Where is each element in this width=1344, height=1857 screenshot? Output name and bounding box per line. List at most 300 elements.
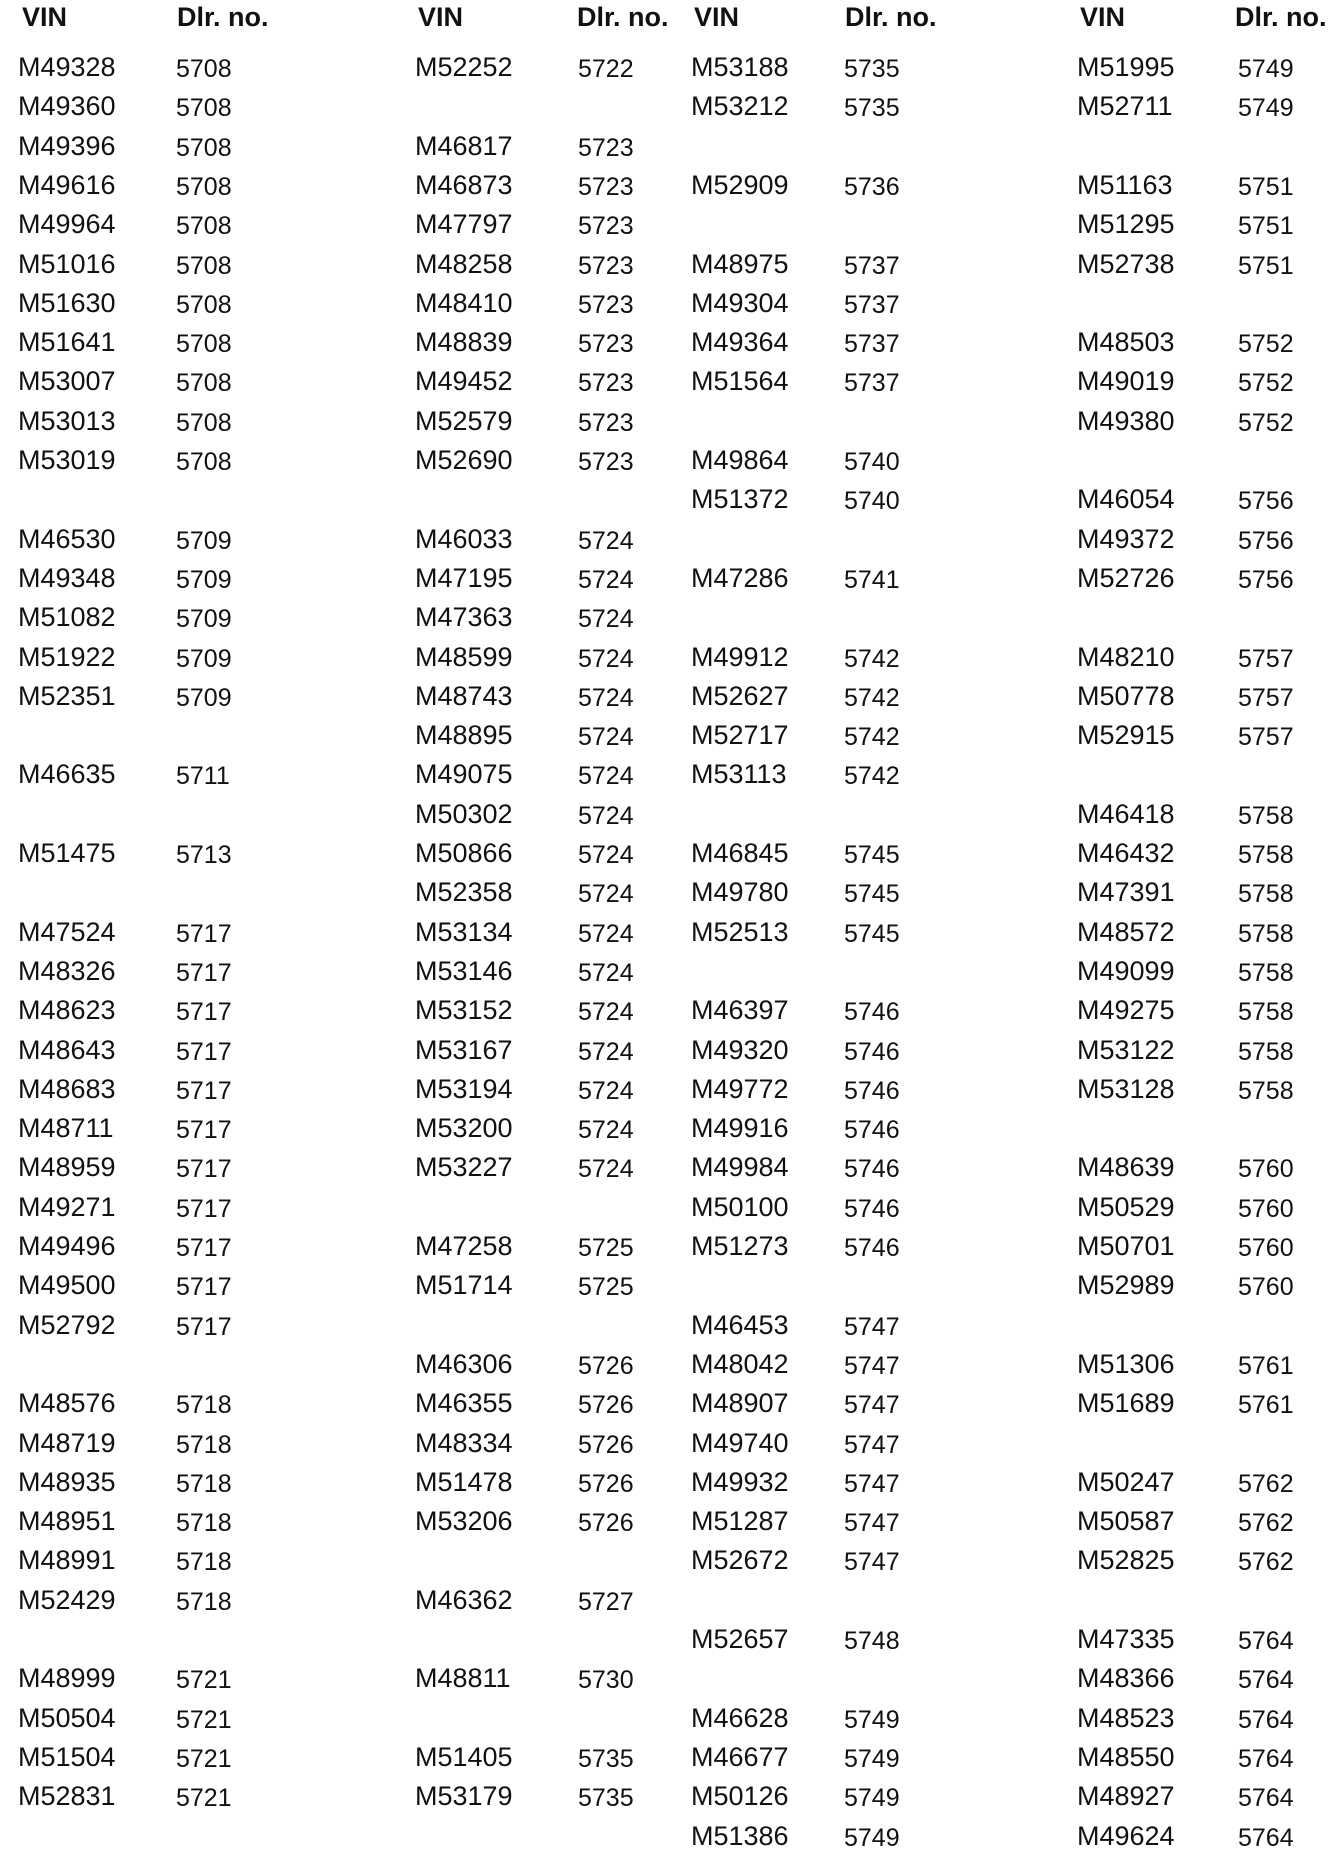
vin-cell: M51163 — [1077, 169, 1173, 200]
dealer-number-cell: 5721 — [176, 1666, 232, 1695]
vin-cell: M48572 — [1077, 916, 1175, 947]
header-dlr-no: Dlr. no. — [845, 2, 937, 32]
dealer-number-cell: 5709 — [176, 565, 232, 594]
vin-cell: M52726 — [1077, 562, 1175, 593]
vin-cell: M49019 — [1077, 366, 1175, 397]
dealer-number-cell: 5708 — [176, 212, 232, 241]
dealer-number-cell: 5742 — [844, 683, 900, 712]
dealer-number-cell: 5717 — [176, 1037, 232, 1066]
vin-cell: M49624 — [1077, 1820, 1175, 1851]
dealer-number-cell: 5726 — [578, 1351, 634, 1380]
vin-cell: M50302 — [415, 798, 513, 829]
vin-cell: M48550 — [1077, 1741, 1175, 1772]
vin-cell: M46817 — [415, 130, 513, 161]
vin-cell: M53007 — [18, 366, 116, 397]
dealer-number-cell: 5746 — [844, 1155, 900, 1184]
vin-cell: M53128 — [1077, 1073, 1175, 1104]
dealer-number-cell: 5727 — [578, 1587, 634, 1616]
vin-cell: M49772 — [691, 1073, 789, 1104]
dealer-number-cell: 5747 — [844, 1312, 900, 1341]
dealer-number-cell: 5762 — [1238, 1469, 1294, 1498]
vin-cell: M49964 — [18, 209, 116, 240]
dealer-number-cell: 5724 — [578, 919, 634, 948]
dealer-number-cell: 5737 — [844, 330, 900, 359]
dealer-number-cell: 5718 — [176, 1548, 232, 1577]
dealer-number-cell: 5723 — [578, 330, 634, 359]
vin-cell: M46635 — [18, 759, 116, 790]
dealer-number-cell: 5740 — [844, 487, 900, 516]
dealer-number-cell: 5717 — [176, 919, 232, 948]
dealer-number-cell: 5724 — [578, 841, 634, 869]
dealer-number-cell: 5752 — [1238, 330, 1294, 359]
vin-cell: M46873 — [415, 169, 513, 200]
vin-cell: M52690 — [415, 445, 513, 475]
dealer-number-cell: 5708 — [176, 94, 232, 123]
dealer-number-cell: 5723 — [578, 369, 634, 398]
header-dlr-no: Dlr. no. — [1235, 2, 1327, 32]
vin-cell: M49099 — [1077, 955, 1175, 986]
dealer-number-cell: 5718 — [176, 1430, 232, 1459]
dealer-number-cell: 5746 — [844, 1234, 900, 1262]
vin-cell: M49916 — [691, 1113, 789, 1144]
dealer-number-cell: 5764 — [1238, 1627, 1294, 1655]
dealer-number-cell: 5745 — [844, 841, 900, 869]
dealer-number-cell: 5725 — [578, 1273, 634, 1302]
dealer-number-cell: 5717 — [176, 1155, 232, 1184]
vin-cell: M51641 — [18, 327, 116, 358]
vin-cell: M52579 — [415, 405, 513, 436]
dealer-number-cell: 5717 — [176, 958, 232, 987]
dealer-number-cell: 5724 — [578, 683, 634, 712]
dealer-number-cell: 5758 — [1238, 1037, 1294, 1066]
vin-cell: M51295 — [1077, 209, 1175, 240]
vin-cell: M48643 — [18, 1034, 116, 1065]
vin-cell: M52429 — [18, 1584, 116, 1615]
dealer-number-cell: 5730 — [578, 1666, 634, 1695]
dealer-number-cell: 5718 — [176, 1509, 232, 1538]
dealer-number-cell: 5746 — [844, 1037, 900, 1066]
dealer-number-cell: 5721 — [176, 1744, 232, 1773]
dealer-number-cell: 5749 — [1238, 55, 1294, 83]
dealer-number-cell: 5721 — [176, 1784, 232, 1813]
dealer-number-cell: 5709 — [176, 526, 232, 555]
vin-cell: M53019 — [18, 445, 116, 475]
dealer-number-cell: 5764 — [1238, 1784, 1294, 1813]
dealer-number-cell: 5735 — [844, 55, 900, 83]
dealer-number-cell: 5764 — [1238, 1666, 1294, 1695]
dealer-number-cell: 5709 — [176, 605, 232, 634]
dealer-number-cell: 5761 — [1238, 1351, 1294, 1380]
vin-cell: M48927 — [1077, 1781, 1175, 1812]
dealer-number-cell: 5756 — [1238, 487, 1294, 516]
vin-cell: M47363 — [415, 602, 513, 633]
dealer-number-cell: 5723 — [578, 290, 634, 319]
vin-cell: M52627 — [691, 680, 789, 711]
dealer-number-cell: 5713 — [176, 841, 232, 869]
dealer-number-cell: 5723 — [578, 133, 634, 162]
dealer-number-cell: 5742 — [844, 644, 900, 673]
dealer-number-cell: 5757 — [1238, 644, 1294, 673]
dealer-number-cell: 5758 — [1238, 841, 1294, 869]
vin-cell: M52252 — [415, 52, 513, 82]
vin-cell: M48042 — [691, 1348, 789, 1379]
dealer-number-cell: 5718 — [176, 1391, 232, 1420]
dealer-number-cell: 5749 — [844, 1744, 900, 1773]
dealer-number-cell: 5747 — [844, 1391, 900, 1420]
vin-cell: M49780 — [691, 877, 789, 908]
dealer-number-cell: 5742 — [844, 723, 900, 752]
dealer-number-cell: 5758 — [1238, 880, 1294, 909]
vin-cell: M53188 — [691, 52, 789, 82]
vin-cell: M48719 — [18, 1427, 116, 1458]
dealer-number-cell: 5708 — [176, 369, 232, 398]
dealer-number-cell: 5726 — [578, 1391, 634, 1420]
dealer-number-cell: 5718 — [176, 1469, 232, 1498]
dealer-number-cell: 5746 — [844, 1116, 900, 1145]
dealer-number-cell: 5724 — [578, 1116, 634, 1145]
vin-cell: M48599 — [415, 641, 513, 672]
dealer-number-cell: 5725 — [578, 1234, 634, 1262]
vin-cell: M48959 — [18, 1152, 116, 1183]
dealer-number-cell: 5724 — [578, 565, 634, 594]
vin-cell: M46033 — [415, 523, 513, 554]
dealer-number-cell: 5726 — [578, 1469, 634, 1498]
vin-cell: M48811 — [415, 1663, 511, 1694]
vin-cell: M49320 — [691, 1034, 789, 1065]
dealer-number-cell: 5747 — [844, 1351, 900, 1380]
dealer-number-cell: 5724 — [578, 1076, 634, 1105]
vin-cell: M48683 — [18, 1073, 116, 1104]
vin-cell: M46306 — [415, 1348, 513, 1379]
vin-cell: M51287 — [691, 1506, 789, 1537]
vin-cell: M51082 — [18, 602, 116, 633]
dealer-number-cell: 5708 — [176, 408, 232, 437]
vin-cell: M49932 — [691, 1466, 789, 1497]
vin-cell: M51273 — [691, 1231, 789, 1261]
dealer-number-cell: 5717 — [176, 1273, 232, 1302]
dealer-number-cell: 5758 — [1238, 1076, 1294, 1105]
vin-cell: M51995 — [1077, 52, 1175, 82]
vin-cell: M48975 — [691, 248, 789, 279]
vin-cell: M50778 — [1077, 680, 1175, 711]
dealer-number-cell: 5764 — [1238, 1823, 1294, 1852]
dealer-number-cell: 5752 — [1238, 408, 1294, 437]
vin-cell: M53194 — [415, 1073, 513, 1104]
vin-cell: M47286 — [691, 562, 789, 593]
dealer-number-cell: 5718 — [176, 1587, 232, 1616]
vin-cell: M53212 — [691, 91, 789, 122]
dealer-number-cell: 5724 — [578, 1155, 634, 1184]
vin-cell: M49380 — [1077, 405, 1175, 436]
vin-cell: M48999 — [18, 1663, 116, 1694]
dealer-number-cell: 5717 — [176, 1076, 232, 1105]
dealer-number-cell: 5741 — [844, 565, 900, 594]
dealer-number-cell: 5723 — [578, 408, 634, 437]
vin-cell: M47391 — [1077, 877, 1175, 908]
dealer-number-cell: 5761 — [1238, 1391, 1294, 1420]
vin-cell: M46432 — [1077, 838, 1175, 868]
dealer-number-cell: 5717 — [176, 1312, 232, 1341]
vin-cell: M47258 — [415, 1231, 513, 1261]
dealer-number-cell: 5758 — [1238, 919, 1294, 948]
dealer-number-cell: 5757 — [1238, 683, 1294, 712]
dealer-number-cell: 5748 — [844, 1627, 900, 1655]
header-vin: VIN — [418, 2, 464, 32]
dealer-number-cell: 5708 — [176, 448, 232, 476]
vin-cell: M51386 — [691, 1820, 789, 1851]
dealer-number-cell: 5746 — [844, 1076, 900, 1105]
vin-cell: M53122 — [1077, 1034, 1175, 1065]
vin-cell: M49275 — [1077, 995, 1175, 1026]
vin-cell: M48410 — [415, 287, 513, 318]
vin-cell: M46845 — [691, 838, 789, 868]
dealer-number-cell: 5735 — [578, 1744, 634, 1773]
vin-cell: M49304 — [691, 287, 789, 318]
vin-cell: M50126 — [691, 1781, 789, 1812]
vin-cell: M49364 — [691, 327, 789, 358]
vin-cell: M52909 — [691, 169, 789, 200]
vin-cell: M46628 — [691, 1702, 789, 1733]
vin-cell: M50100 — [691, 1191, 789, 1222]
vin-cell: M48907 — [691, 1388, 789, 1419]
header-vin: VIN — [1080, 2, 1126, 32]
vin-cell: M49075 — [415, 759, 513, 790]
vin-cell: M52717 — [691, 720, 789, 751]
vin-cell: M47195 — [415, 562, 513, 593]
vin-cell: M48951 — [18, 1506, 116, 1537]
dealer-number-cell: 5747 — [844, 1469, 900, 1498]
dealer-number-cell: 5708 — [176, 330, 232, 359]
vin-cell: M48523 — [1077, 1702, 1175, 1733]
vin-cell: M48326 — [18, 955, 116, 986]
dealer-number-cell: 5724 — [578, 762, 634, 791]
dealer-number-cell: 5758 — [1238, 998, 1294, 1027]
vin-cell: M51689 — [1077, 1388, 1175, 1419]
vin-cell: M46054 — [1077, 484, 1175, 515]
vin-cell: M52657 — [691, 1624, 789, 1654]
dealer-number-cell: 5708 — [176, 172, 232, 201]
dealer-number-cell: 5724 — [578, 998, 634, 1027]
vin-cell: M48503 — [1077, 327, 1175, 358]
vin-cell: M48258 — [415, 248, 513, 279]
vin-cell: M53113 — [691, 759, 787, 790]
vin-cell: M48366 — [1077, 1663, 1175, 1694]
dealer-number-cell: 5717 — [176, 998, 232, 1027]
dealer-number-cell: 5747 — [844, 1509, 900, 1538]
dealer-number-cell: 5747 — [844, 1548, 900, 1577]
vin-cell: M51306 — [1077, 1348, 1175, 1379]
dealer-number-cell: 5762 — [1238, 1548, 1294, 1577]
vin-cell: M49372 — [1077, 523, 1175, 554]
vin-cell: M51475 — [18, 838, 116, 868]
vin-cell: M53167 — [415, 1034, 513, 1065]
dealer-number-cell: 5724 — [578, 605, 634, 634]
dealer-number-cell: 5722 — [578, 55, 634, 83]
vin-cell: M46355 — [415, 1388, 513, 1419]
vin-cell: M50701 — [1077, 1231, 1175, 1261]
dealer-number-cell: 5745 — [844, 919, 900, 948]
vin-cell: M46677 — [691, 1741, 789, 1772]
dealer-number-cell: 5737 — [844, 369, 900, 398]
dealer-number-cell: 5724 — [578, 526, 634, 555]
vin-cell: M53152 — [415, 995, 513, 1026]
vin-cell: M52825 — [1077, 1545, 1175, 1576]
dealer-number-cell: 5764 — [1238, 1744, 1294, 1773]
dealer-number-cell: 5749 — [844, 1784, 900, 1813]
vin-cell: M49616 — [18, 169, 116, 200]
vin-cell: M48935 — [18, 1466, 116, 1497]
dealer-number-cell: 5742 — [844, 762, 900, 791]
vin-cell: M53179 — [415, 1781, 513, 1812]
dealer-number-cell: 5724 — [578, 723, 634, 752]
vin-cell: M49496 — [18, 1231, 116, 1261]
vin-cell: M47797 — [415, 209, 513, 240]
dealer-number-cell: 5757 — [1238, 723, 1294, 752]
vin-cell: M49912 — [691, 641, 789, 672]
vin-cell: M52672 — [691, 1545, 789, 1576]
dealer-number-cell: 5724 — [578, 644, 634, 673]
vin-cell: M46530 — [18, 523, 116, 554]
vin-cell: M51630 — [18, 287, 116, 318]
header-dlr-no: Dlr. no. — [177, 2, 269, 32]
vin-cell: M50247 — [1077, 1466, 1175, 1497]
vin-cell: M53013 — [18, 405, 116, 436]
vin-cell: M52792 — [18, 1309, 116, 1340]
vin-cell: M48210 — [1077, 641, 1175, 672]
vin-cell: M47335 — [1077, 1624, 1175, 1654]
vin-cell: M51372 — [691, 484, 789, 515]
header-dlr-no: Dlr. no. — [577, 2, 669, 32]
dealer-number-cell: 5724 — [578, 801, 634, 830]
vin-cell: M49328 — [18, 52, 116, 82]
vin-cell: M48895 — [415, 720, 513, 751]
dealer-number-cell: 5711 — [176, 762, 230, 791]
dealer-number-cell: 5760 — [1238, 1234, 1294, 1262]
dealer-number-cell: 5708 — [176, 55, 232, 83]
dealer-number-cell: 5717 — [176, 1116, 232, 1145]
vin-cell: M52831 — [18, 1781, 116, 1812]
dealer-number-cell: 5762 — [1238, 1509, 1294, 1538]
dealer-number-cell: 5708 — [176, 290, 232, 319]
vin-cell: M51016 — [18, 248, 116, 279]
dealer-number-cell: 5752 — [1238, 369, 1294, 398]
vin-cell: M49271 — [18, 1191, 116, 1222]
dealer-number-cell: 5756 — [1238, 526, 1294, 555]
vin-cell: M53200 — [415, 1113, 513, 1144]
vin-cell: M46453 — [691, 1309, 789, 1340]
vin-cell: M50504 — [18, 1702, 116, 1733]
dealer-number-cell: 5724 — [578, 880, 634, 909]
dealer-number-cell: 5751 — [1238, 212, 1294, 241]
vin-cell: M48623 — [18, 995, 116, 1026]
dealer-number-cell: 5735 — [844, 94, 900, 123]
dealer-number-cell: 5736 — [844, 172, 900, 201]
vin-cell: M50587 — [1077, 1506, 1175, 1537]
vin-cell: M51504 — [18, 1741, 116, 1772]
dealer-number-cell: 5721 — [176, 1705, 232, 1734]
vin-cell: M47524 — [18, 916, 116, 947]
dealer-number-cell: 5756 — [1238, 565, 1294, 594]
dealer-number-cell: 5723 — [578, 448, 634, 476]
dealer-number-cell: 5764 — [1238, 1705, 1294, 1734]
vin-cell: M49740 — [691, 1427, 789, 1458]
dealer-number-cell: 5735 — [578, 1784, 634, 1813]
dealer-number-cell: 5746 — [844, 998, 900, 1027]
vin-cell: M46418 — [1077, 798, 1175, 829]
vin-cell: M48991 — [18, 1545, 116, 1576]
dealer-number-cell: 5751 — [1238, 172, 1294, 201]
dealer-number-cell: 5717 — [176, 1234, 232, 1262]
vin-cell: M48711 — [18, 1113, 114, 1144]
vin-cell: M50529 — [1077, 1191, 1175, 1222]
dealer-number-cell: 5746 — [844, 1194, 900, 1223]
vin-cell: M48839 — [415, 327, 513, 358]
dealer-number-cell: 5726 — [578, 1509, 634, 1538]
vin-cell: M52711 — [1077, 91, 1173, 122]
vin-cell: M53134 — [415, 916, 513, 947]
vin-cell: M51922 — [18, 641, 116, 672]
vin-cell: M52989 — [1077, 1270, 1175, 1301]
vin-cell: M49360 — [18, 91, 116, 122]
dealer-number-cell: 5724 — [578, 958, 634, 987]
vin-cell: M46362 — [415, 1584, 513, 1615]
dealer-number-cell: 5726 — [578, 1430, 634, 1459]
dealer-number-cell: 5737 — [844, 251, 900, 280]
vin-cell: M51714 — [415, 1270, 513, 1301]
vin-cell: M46397 — [691, 995, 789, 1026]
vin-cell: M49396 — [18, 130, 116, 161]
vin-cell: M52513 — [691, 916, 789, 947]
dealer-number-cell: 5745 — [844, 880, 900, 909]
dealer-number-cell: 5760 — [1238, 1194, 1294, 1223]
dealer-number-cell: 5747 — [844, 1430, 900, 1459]
vin-cell: M52915 — [1077, 720, 1175, 751]
dealer-number-cell: 5723 — [578, 212, 634, 241]
dealer-number-cell: 5723 — [578, 172, 634, 201]
header-vin: VIN — [22, 2, 68, 32]
vin-cell: M49500 — [18, 1270, 116, 1301]
vin-cell: M53227 — [415, 1152, 513, 1183]
vin-cell: M48334 — [415, 1427, 513, 1458]
dealer-number-cell: 5708 — [176, 251, 232, 280]
dealer-number-cell: 5749 — [1238, 94, 1294, 123]
vin-cell: M48639 — [1077, 1152, 1175, 1183]
dealer-number-cell: 5724 — [578, 1037, 634, 1066]
vin-cell: M49984 — [691, 1152, 789, 1183]
dealer-number-cell: 5708 — [176, 133, 232, 162]
dealer-number-cell: 5760 — [1238, 1155, 1294, 1184]
vin-cell: M52358 — [415, 877, 513, 908]
vin-cell: M53206 — [415, 1506, 513, 1537]
vin-cell: M49452 — [415, 366, 513, 397]
dealer-number-cell: 5758 — [1238, 958, 1294, 987]
dealer-number-cell: 5760 — [1238, 1273, 1294, 1302]
header-vin: VIN — [694, 2, 740, 32]
vin-cell: M50866 — [415, 838, 513, 868]
vin-cell: M51564 — [691, 366, 789, 397]
vin-cell: M49864 — [691, 445, 789, 475]
vin-cell: M51405 — [415, 1741, 513, 1772]
dealer-number-cell: 5749 — [844, 1823, 900, 1852]
vin-cell: M51478 — [415, 1466, 513, 1497]
vin-cell: M53146 — [415, 955, 513, 986]
dealer-number-cell: 5709 — [176, 644, 232, 673]
dealer-number-cell: 5749 — [844, 1705, 900, 1734]
dealer-number-cell: 5740 — [844, 448, 900, 476]
dealer-number-cell: 5751 — [1238, 251, 1294, 280]
dealer-number-cell: 5723 — [578, 251, 634, 280]
vin-cell: M52351 — [18, 680, 116, 711]
